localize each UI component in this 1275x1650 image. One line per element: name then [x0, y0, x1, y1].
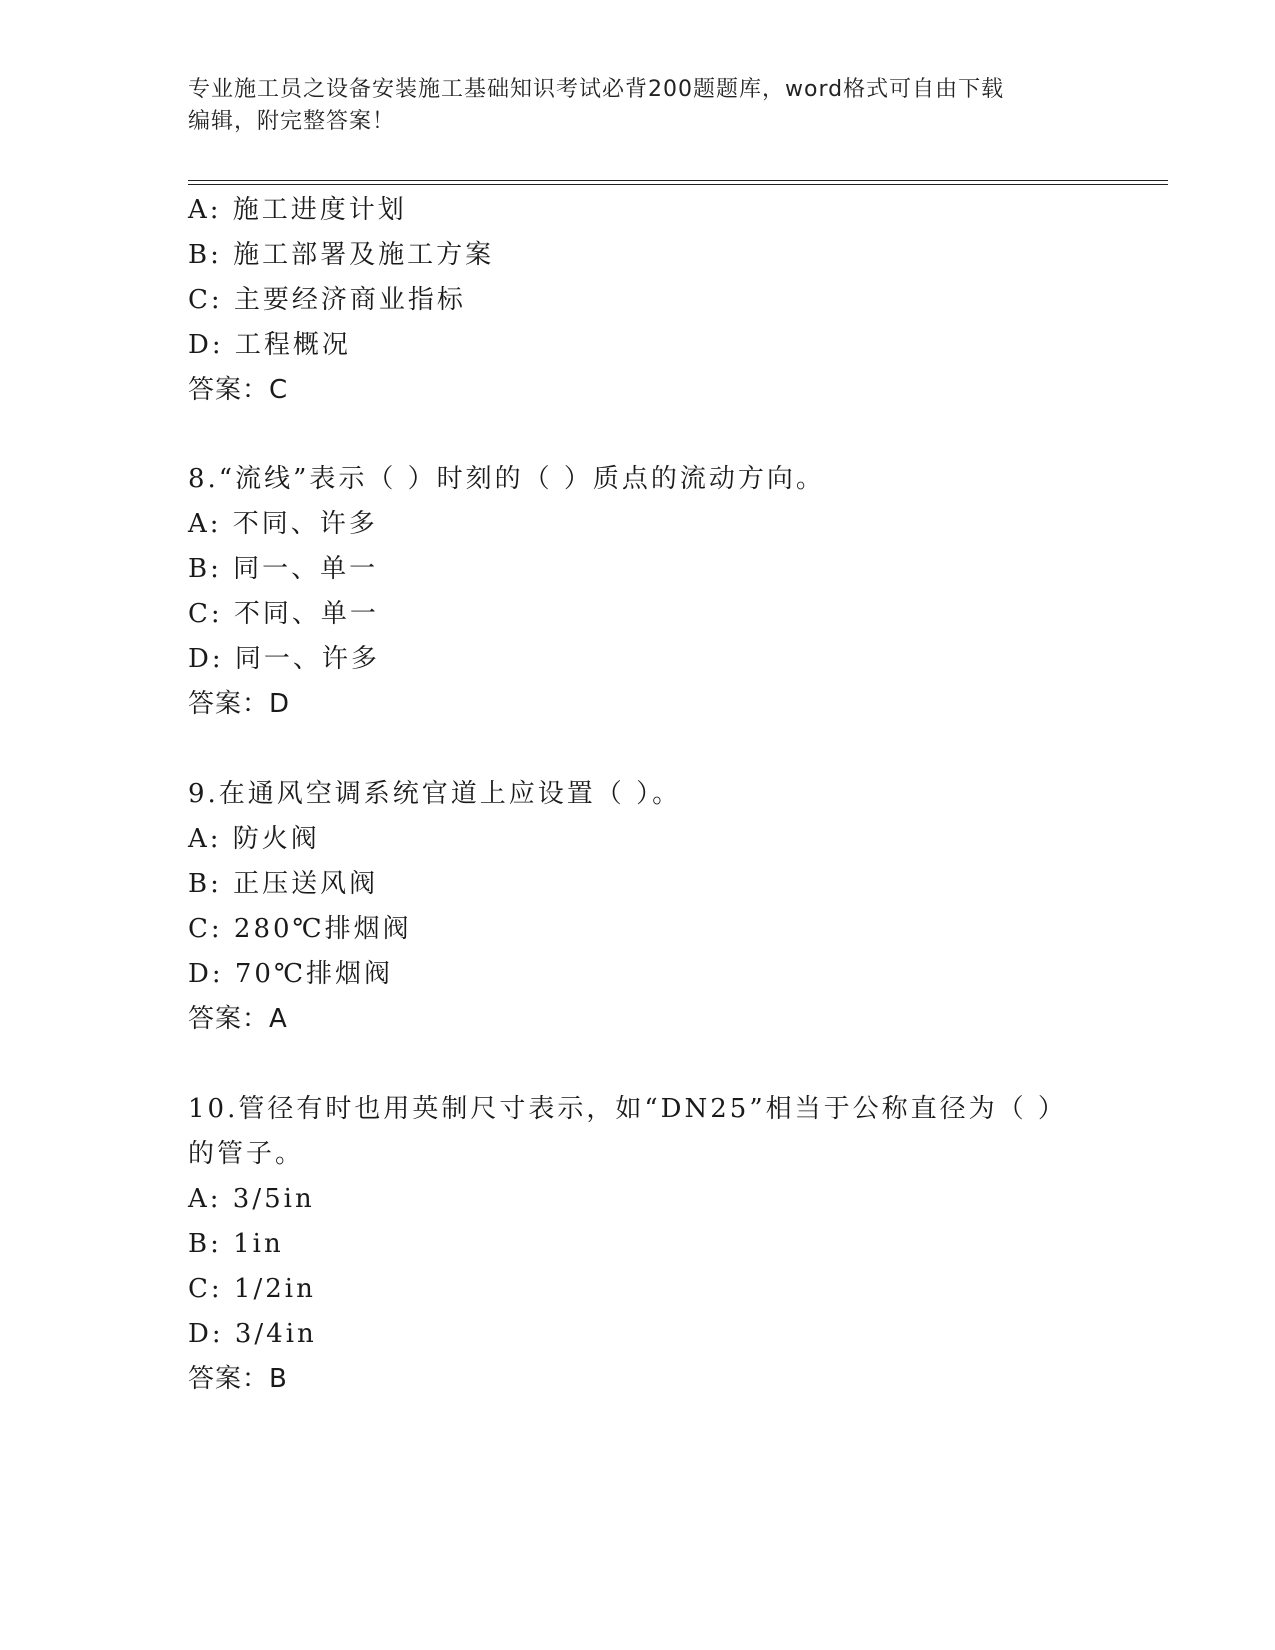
option-a: A: 不同、许多	[188, 509, 378, 539]
question-stem-line-1: 10.管径有时也用英制尺寸表示，如“DN25”相当于公称直径为（ ）	[188, 1094, 1067, 1124]
question-stem-line-2: 的管子。	[188, 1139, 305, 1169]
question-stem: 9.在通风空调系统官道上应设置（ ）。	[188, 779, 682, 809]
option-c: C: 280℃排烟阀	[188, 914, 412, 944]
option-d: D: 同一、许多	[188, 644, 380, 674]
option-c: C: 不同、单一	[188, 599, 379, 629]
option-a: A: 施工进度计划	[188, 195, 407, 225]
option-b: B: 同一、单一	[188, 554, 379, 584]
document-header	[188, 74, 1068, 138]
option-a: A: 防火阀	[188, 824, 320, 854]
header-line-2: 编辑，附完整答案！	[188, 109, 396, 134]
header-divider-top	[188, 180, 1168, 181]
answer-line: 答案：D	[188, 689, 291, 719]
option-d: D: 工程概况	[188, 330, 351, 360]
option-b: B: 施工部署及施工方案	[188, 240, 495, 270]
option-c: C: 1/2in	[188, 1274, 316, 1304]
option-a: A: 3/5in	[188, 1184, 315, 1214]
answer-line: 答案：B	[188, 1364, 288, 1394]
answer-line: 答案：C	[188, 375, 289, 405]
option-b: B: 1in	[188, 1229, 284, 1259]
option-d: D: 3/4in	[188, 1319, 317, 1349]
option-d: D: 70℃排烟阀	[188, 959, 394, 989]
answer-line: 答案：A	[188, 1004, 288, 1034]
header-line-1: 专业施工员之设备安装施工基础知识考试必背200题题库，word格式可自由下载	[188, 77, 1005, 102]
question-stem: 8.“流线”表示（ ）时刻的（ ）质点的流动方向。	[188, 464, 825, 494]
header-divider-bottom	[188, 184, 1168, 185]
option-c: C: 主要经济商业指标	[188, 285, 466, 315]
option-b: B: 正压送风阀	[188, 869, 379, 899]
